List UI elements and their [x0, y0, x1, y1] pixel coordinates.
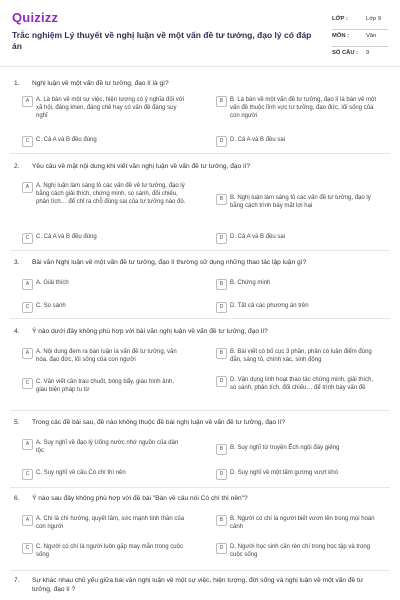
option-text: B. Bài viết có bố cục 3 phần, phân có luận điểm đúng đắn, sáng tỏ, chính xác, sinh động: [230, 349, 372, 364]
option-letter: D: [216, 302, 227, 313]
option-text: C. Suy nghĩ về câu Có chí thì nên: [36, 470, 126, 476]
meta-row-grade: [332, 13, 388, 30]
question-number: 5.: [14, 419, 20, 426]
question-text: Ý nào sau đây không phù hợp với đề bài "Bàn về câu nói Có chí thì nên"?: [32, 495, 248, 502]
option-letter: A: [22, 515, 33, 526]
option-letter: B: [216, 515, 227, 526]
option-letter: B: [216, 348, 227, 359]
option-letter: A: [22, 348, 33, 359]
question-number: 2.: [14, 163, 20, 170]
option-text: B. Nghị luận làm sáng tỏ các vấn đề tư tưởng, đạo lý bằng cách trình bày mặt lợi hại: [230, 195, 371, 210]
option-text: C. Cả A và B đều đúng: [36, 137, 97, 143]
option-letter: C: [22, 136, 33, 147]
option-letter: B: [216, 96, 227, 107]
option-letter: A: [22, 96, 33, 107]
option-letter: C: [22, 543, 33, 554]
option-letter: C: [22, 302, 33, 313]
question-text: Yêu cầu về mặt nội dung khi viết văn nghị luận về vấn đề tư tưởng, đạo lí?: [32, 163, 251, 170]
question-divider: [10, 318, 390, 319]
meta-label: MÔN :: [332, 33, 350, 39]
option-text: A. Nội dung đem ra bàn luận là vấn đề tư tưởng, văn hóa, đạo đức, lối sống của con người: [36, 349, 177, 364]
option-text: D. Cả A và B đều sai: [230, 234, 286, 240]
worksheet-header: [0, 0, 400, 70]
worksheet-meta: [332, 13, 388, 63]
option-letter: C: [22, 469, 33, 480]
option-text: D. Suy nghĩ về một tấm gương vượt khó: [230, 470, 338, 476]
option-letter: C: [22, 378, 33, 389]
question-number: 1.: [14, 80, 20, 87]
option-letter: D: [216, 543, 227, 554]
question-number: 3.: [14, 259, 20, 266]
option-text: D. Vận dụng linh hoạt thao tác chứng minh, giải thích, so sánh, phân tích, đối chiếu… để trình bày vấn đề: [230, 377, 374, 392]
option-text: B. Chứng minh: [230, 280, 271, 286]
option-letter: D: [216, 376, 227, 387]
question-divider: [10, 487, 390, 488]
option-letter: C: [22, 233, 33, 244]
option-text: A. Là bàn về một sự việc, hiện tượng có ý nghĩa đối với xã hội, đáng khen, đáng chê hay có vấn đề đáng suy nghĩ: [36, 97, 184, 120]
option-text: B. Là bàn về một vấn đề tư tưởng, đạo lí là bàn về một vấn đề thuộc lĩnh vực tư tưởng, đạo đức, lối sống của con người: [230, 97, 377, 120]
question-number: 7.: [14, 577, 20, 584]
question-divider: [10, 570, 390, 571]
question-divider: [10, 153, 390, 154]
meta-value: 9: [366, 50, 370, 56]
question-divider: [10, 250, 390, 251]
option-text: B. Người có chí là người biết vươn lên trong mọi hoàn cảnh: [230, 516, 375, 531]
option-text: D. Cả A và B đều sai: [230, 137, 286, 143]
option-letter: B: [216, 279, 227, 290]
option-text: D. Tất cả các phương án trên: [230, 303, 309, 309]
option-letter: A: [22, 182, 33, 193]
meta-value: Văn: [366, 33, 377, 39]
meta-value: Lớp 9: [366, 16, 382, 22]
meta-label: LỚP :: [332, 16, 348, 22]
option-text: A. Suy nghĩ về đạo lý Uống nước nhớ nguồn của dân tộc: [36, 440, 179, 455]
option-letter: D: [216, 136, 227, 147]
meta-label: SỐ CÂU :: [332, 50, 359, 56]
question-number: 4.: [14, 328, 20, 335]
option-text: A. Nghị luận làm sáng tỏ các vấn đề về tư tưởng, đạo lý bằng cách giải thích, chứng minh, so sánh, đối chiếu, phân tích… để chỉ ra chỗ đúng sai của tư tưởng nào đó.: [36, 183, 186, 206]
option-text: C. So sánh: [36, 303, 66, 309]
question-number: 6.: [14, 495, 20, 502]
option-text: C. Cả A và B đều đúng: [36, 234, 97, 240]
option-text: D. Người học sinh cần rèn chí trong học tập và trong cuộc sống: [230, 544, 371, 559]
meta-row-count: [332, 47, 388, 63]
meta-row-subject: [332, 30, 388, 47]
quizizz-logo: Quizizz: [12, 10, 59, 25]
option-text: A. Chí là chí hướng, quyết tâm, sức mạnh tinh thần của con người: [36, 516, 185, 531]
option-letter: B: [216, 194, 227, 205]
question-divider: [10, 410, 390, 411]
option-letter: A: [22, 439, 33, 450]
question-text: Sự khác nhau chủ yếu giữa bài văn nghị luận về một sự việc, hiện tượng, đời sống và nghị luận về một vấn đề tư tưởng, đạo lí ?: [32, 577, 364, 593]
option-text: C. Văn viết cần trau chuốt, bóng bẩy, giàu hình ảnh, giàu biện pháp tu từ: [36, 379, 174, 394]
option-letter: D: [216, 469, 227, 480]
question-text: Trong các đề bài sau, đề nào không thuộc đề bài nghị luận về vấn đề tư tưởng, đạo lí?: [32, 419, 286, 426]
header-divider: [0, 66, 400, 67]
option-text: C. Người có chí là người luôn gặp may mắn trong cuộc sống: [36, 544, 183, 559]
option-letter: D: [216, 233, 227, 244]
worksheet-title: Trắc nghiệm Lý thuyết về nghị luận về một vấn đề tư tưởng, đạo lý có đáp án: [12, 30, 312, 51]
question-text: Ý nào dưới đây không phù hợp với bài văn nghị luận về vấn đề tư tưởng, đạo lí?: [32, 328, 268, 335]
option-letter: B: [216, 444, 227, 455]
question-text: Bài văn Nghị luận về một vấn đề tư tưởng, đạo lí thường sử dụng những thao tác lập luận gì?: [32, 259, 307, 266]
option-letter: A: [22, 279, 33, 290]
question-text: Nghị luận về một vấn đề tư tưởng, đạo lí là gì?: [32, 80, 169, 87]
option-text: B. Suy nghĩ từ truyện Ếch ngồi đáy giếng: [230, 445, 340, 451]
option-text: A. Giải thích: [36, 280, 69, 286]
